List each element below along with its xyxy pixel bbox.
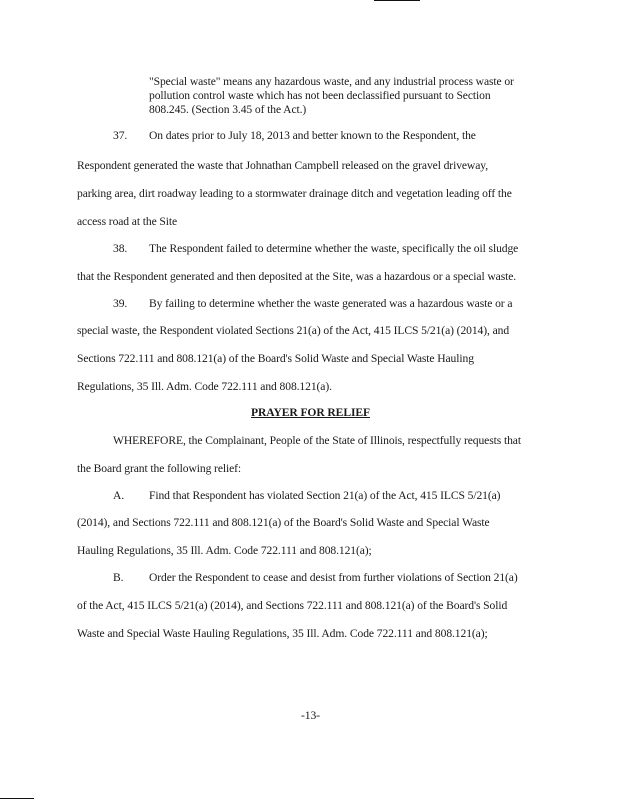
page-number: -13- — [301, 709, 320, 722]
prayer-heading: PRAYER FOR RELIEF — [251, 406, 370, 419]
wherefore-line-2: the Board grant the following relief: — [77, 462, 242, 475]
para37-line-4: access road at the Site — [77, 215, 178, 228]
itemA-line-2: (2014), and Sections 722.111 and 808.121(a) of the Board's Solid Waste and Special Waste — [77, 516, 490, 529]
quote-line-2: pollution control waste which has not been declassified pursuant to Section — [149, 89, 491, 102]
quote-line-3: 808.245. (Section 3.45 of the Act.) — [149, 103, 307, 116]
para38-first-line: The Respondent failed to determine whether the waste, specifically the oil sludge — [149, 242, 519, 255]
para38-line-2: that the Respondent generated and then deposited at the Site, was a hazardous or a special waste. — [77, 270, 517, 283]
para37-number: 37. — [113, 129, 128, 142]
para37-line-3: parking area, dirt roadway leading to a stormwater drainage ditch and vegetation leading off the — [77, 187, 512, 200]
para37-line-2: Respondent generated the waste that Johnathan Campbell released on the gravel driveway, — [77, 159, 488, 172]
itemB-line-2: of the Act, 415 ILCS 5/21(a) (2014), and Sections 722.111 and 808.121(a) of the Board's Solid — [77, 599, 508, 612]
para39-line-4: Regulations, 35 Ill. Adm. Code 722.111 and 808.121(a). — [77, 380, 332, 393]
para39-line-3: Sections 722.111 and 808.121(a) of the Board's Solid Waste and Special Waste Hauling — [77, 352, 474, 365]
scan-mark-bottom — [0, 798, 34, 799]
para39-first-line: By failing to determine whether the waste generated was a hazardous waste or a — [149, 297, 513, 310]
para39-line-2: special waste, the Respondent violated Sections 21(a) of the Act, 415 ILCS 5/21(a) (2014), and — [77, 324, 510, 337]
itemA-first-line: Find that Respondent has violated Section 21(a) of the Act, 415 ILCS 5/21(a) — [149, 489, 501, 502]
para38-number: 38. — [113, 242, 128, 255]
itemA-line-3: Hauling Regulations, 35 Ill. Adm. Code 722.111 and 808.121(a); — [77, 544, 372, 557]
wherefore-first-line: WHEREFORE, the Complainant, People of the State of Illinois, respectfully requests that — [113, 434, 521, 447]
para39-number: 39. — [113, 297, 128, 310]
itemB-first-line: Order the Respondent to cease and desist from further violations of Section 21(a) — [149, 571, 518, 584]
itemA-letter: A. — [113, 489, 125, 502]
scan-mark-top — [374, 0, 420, 1]
itemB-letter: B. — [113, 571, 124, 584]
para37-first-line: On dates prior to July 18, 2013 and better known to the Respondent, the — [149, 129, 476, 142]
quote-line-1: "Special waste" means any hazardous waste, and any industrial process waste or — [149, 75, 514, 88]
itemB-line-3: Waste and Special Waste Hauling Regulations, 35 Ill. Adm. Code 722.111 and 808.121(a); — [77, 627, 488, 640]
